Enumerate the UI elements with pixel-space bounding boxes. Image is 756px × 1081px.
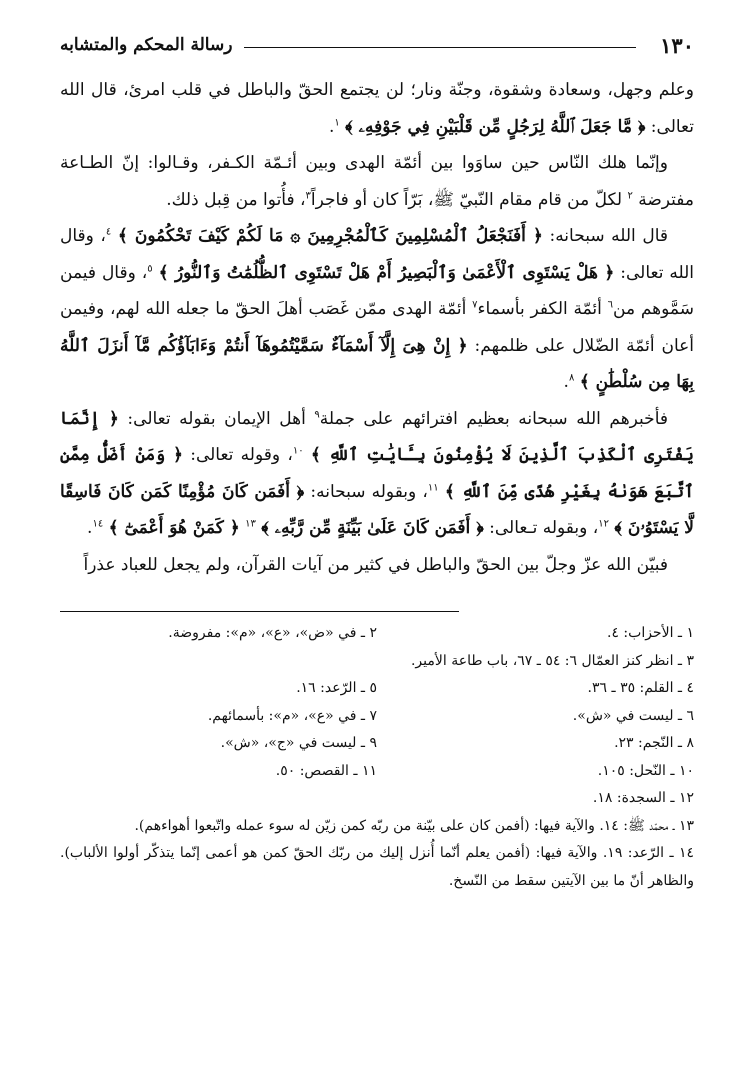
- footnote-ref: ١٣: [245, 518, 256, 530]
- quran-verse: ﴿ إِنَّمَا يَفْتَرِى ٱلْكَذِبَ ٱلَّذِينَ لَا يُؤْمِنُونَ بِـَٔايَٰتِ ٱللَّهِ ﴾: [60, 408, 695, 465]
- footnote-10: ١٠ ـ النّحل: ١٠٥.: [597, 762, 694, 779]
- text-span: أهل الإيمان بقوله تعالى:: [127, 408, 306, 429]
- footnote-5: ٥ ـ الرّعد: ١٦.: [296, 680, 377, 696]
- running-header: [60, 28, 694, 62]
- footnote-14: ١٤ ـ الرّعد: ١٩. والآية فيها: (أفمن يعلم أنّما أُنزل إليك من ربّك الحقّ كمن هو أعمى إنّما يتذكّر أولوا الألباب). والظاهر أنّ ما بين الآيتين سقط من النّسخ.: [60, 845, 694, 889]
- footnote-1: ١ ـ الأحزاب: ٤.: [606, 625, 694, 641]
- footnote-ref: ١٠: [292, 445, 304, 457]
- quran-verse: ﴿ هَلْ يَسْتَوِى ٱلْأَعْمَىٰ وَٱلْبَصِيرُ أَمْ هَلْ تَسْتَوِى ٱلظُّلُمَٰتُ وَٱلنُّورُ ﴾: [158, 262, 615, 283]
- paragraph-2: [60, 145, 694, 218]
- footnote-3: ٣ ـ انظر كنز العمّال ٦: ٥٤ ـ ٦٧، باب طاعة الأمير.: [410, 652, 694, 669]
- text-span: ، وقوله تعالى:: [190, 445, 293, 465]
- quran-verse: ﴿ أَفَمَن كَانَ عَلَىٰ بَيِّنَةٍ مِّن رَّبِّهِۦ ﴾: [261, 518, 484, 538]
- footnote-6: ٦ ـ ليست في «ش».: [572, 707, 694, 724]
- footnote-11: ١١ ـ القصص: ٥٠.: [275, 762, 377, 779]
- quran-verse: ﴿ إِنْ هِىَ إِلَّآ أَسْمَآءٌ سَمَّيْتُمُوهَآ أَنتُمْ وَءَابَآؤُكُم مَّآ أَنزَلَ ٱللَّهُ بِهَا مِن سُلْطَٰنٍ ﴾: [60, 335, 694, 392]
- footnote-row: [60, 703, 694, 731]
- footnote-ref: ٨: [568, 372, 575, 384]
- running-title: رسالة المحكم والمتشابه: [60, 35, 233, 55]
- footnote-ref: ١٢: [598, 518, 609, 530]
- paragraph-4: [60, 401, 694, 547]
- footnote-ref: ٣: [305, 189, 311, 201]
- text-span: أئمّة الكفر بأسماء: [477, 299, 602, 319]
- footnote-8: ٨ ـ النّجم: ٢٣.: [614, 735, 694, 751]
- quran-verse: ﴿ وَمَنْ أَضَلُّ مِمَّنِ ٱتَّبَعَ هَوَىٰهُ بِغَيْرِ هُدًى مِّنَ ٱللَّهِ ﴾: [60, 445, 695, 502]
- footnote-12: ١٢ ـ السجدة: ١٨.: [592, 790, 694, 806]
- footnote-13: ١٣ ـ محمّد ﷺ: ١٤. والآية فيها: (أفمن كان على بيّنة من ربّه كمن زيّن له سوء عمله واتّبعوا أهواءهم).: [134, 817, 694, 834]
- text-span: ، فأُتوا من قِبل ذلك.: [166, 189, 306, 210]
- quran-verse: ﴿ كَمَنْ هُوَ أَعْمَىٰٓ ﴾: [108, 518, 240, 538]
- text-span: ، وقال فيمن سَمَّوهم من: [60, 262, 695, 319]
- footnote-9: ٩ ـ ليست في «ج»، «ش».: [220, 735, 377, 751]
- footnote-ref: ٤: [105, 226, 112, 238]
- text-span: .: [87, 518, 93, 538]
- text-span: ، وقال الله تعالى:: [60, 226, 695, 283]
- book-page: [60, 28, 694, 1061]
- footnote-row: [60, 675, 694, 703]
- text-span: وإنّما هلك النّاس حين ساوَوا بين أئمّة الهدى وبين أئـمّة الكـفر، وقـالوا: إنّ الطـاعة مفترضة: [60, 153, 694, 210]
- text-span: .: [563, 372, 569, 392]
- header-rule: [244, 47, 636, 48]
- footnote-7: ٧ ـ في «ع»، «م»: بأسمائهم.: [207, 707, 377, 724]
- footnote-ref: ٧: [472, 299, 478, 311]
- footnote-divider: [60, 611, 459, 612]
- footnote-ref: ٥: [147, 262, 153, 274]
- footnote-ref: ٦: [607, 299, 614, 311]
- main-text: [60, 72, 694, 583]
- text-span: لكلّ من قام مقام النّبيّ ﷺ، بَرّاً كان أو فاجراً: [310, 189, 623, 210]
- footnote-row: [60, 758, 694, 786]
- text-span: .: [328, 116, 335, 137]
- paragraph-5: [60, 547, 694, 584]
- page-number: ١٣٠: [660, 32, 694, 58]
- footnote-ref: ٢: [627, 189, 633, 201]
- quran-verse: ﴿ أَفَمَن كَانَ مُؤْمِنًا كَمَن كَانَ فَاسِقًا لَّا يَسْتَوُۥنَ ﴾: [60, 481, 694, 538]
- paragraph-3: [60, 218, 694, 401]
- footnote-4: ٤ ـ القلم: ٣٥ ـ ٣٦.: [587, 680, 694, 696]
- footnote-ref: ١١: [427, 481, 439, 493]
- footnote-row: [60, 620, 694, 648]
- text-span: ، وبقوله تـعالى:: [489, 518, 599, 538]
- paragraph-1: [60, 72, 694, 145]
- text-span: قال الله سبحانه:: [549, 226, 668, 246]
- quran-verse: ﴿ مَّا جَعَلَ ٱللَّهُ لِرَجُلٍ مِّن قَلْبَيْنِ فِي جَوْفِهِۦ ﴾: [345, 116, 646, 137]
- footnote-ref: ٩: [314, 408, 320, 420]
- footnote-2: ٢ ـ في «ض»، «ع»، «م»: مفروضة.: [168, 625, 377, 641]
- text-span: ، وبقوله سبحانه:: [310, 481, 428, 502]
- footnote-row: [60, 730, 694, 758]
- footnote-ref: ١٤: [92, 518, 104, 530]
- quran-verse: ﴿ أَفَنَجْعَلُ ٱلْمُسْلِمِينَ كَٱلْمُجْرِمِينَ ۞ مَا لَكُمْ كَيْفَ تَحْكُمُونَ ﴾: [117, 226, 543, 246]
- footnotes: [60, 620, 694, 895]
- text-span: أئمّة الهدى ممّن غَصَب أهلَ الحقّ ما جعله الله لهم، وفيمن أعان أئمّة الضّلال على ظلمهم:: [60, 299, 694, 356]
- footnote-ref: ١: [334, 116, 340, 128]
- text-span: فبيّن الله عزّ وجلّ بين الحقّ والباطل في كثير من آيات القرآن، ولم يجعل للعباد عذراً: [83, 554, 668, 575]
- text-span: وعلم وجهل، وسعادة وشقوة، وجنّة ونار؛ لن يجتمع الحقّ والباطل في قلب امرئ، قال الله تعالى:: [60, 80, 694, 137]
- text-span: فأخبرهم الله سبحانه بعظيم افترائهم على جملة: [319, 408, 668, 429]
